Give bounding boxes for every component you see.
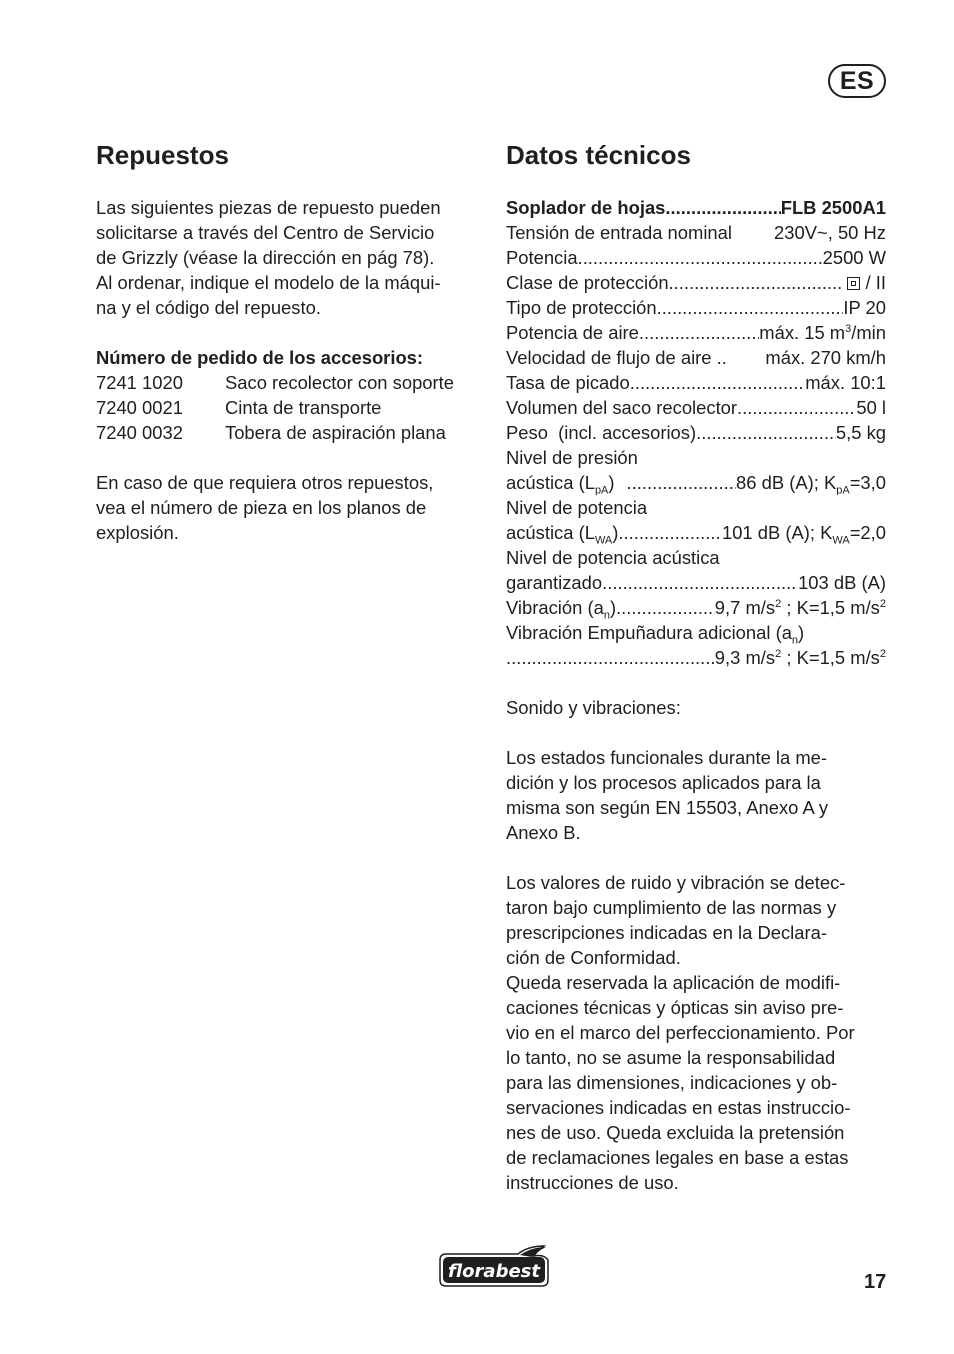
- spec-label: Tensión de entrada nominal: [506, 222, 732, 243]
- outro-line: explosión.: [96, 522, 179, 543]
- spec-label: Potencia de aire: [506, 322, 639, 343]
- accessory-code: 7240 0032: [96, 422, 183, 443]
- datos-tecnicos-title: Datos técnicos: [506, 140, 691, 170]
- leader-dots: [578, 245, 823, 270]
- spec-model: [506, 195, 886, 220]
- spec-protection-class: [506, 270, 886, 295]
- leader-dots: [627, 470, 737, 495]
- para2-line: Queda reservada la aplicación de modifi-: [506, 972, 841, 993]
- leader-dots: [665, 195, 780, 220]
- spec-label: acústica $(L_{WA})$: [506, 522, 619, 545]
- language-badge: ES: [828, 64, 886, 98]
- spl-label: Nivel de presión: [506, 447, 638, 468]
- intro-line: na y el código del repuesto.: [96, 297, 321, 318]
- leader-dots: [657, 295, 844, 320]
- para2-line: ción de Conformidad.: [506, 947, 681, 968]
- accessory-name: Saco recolector con soporte: [225, 372, 454, 393]
- spec-label: Soplador de hojas: [506, 197, 666, 218]
- para2-line: de reclamaciones legales en base a estas: [506, 1147, 849, 1168]
- intro-line: Al ordenar, indique el modelo de la máqui-: [96, 272, 441, 293]
- leader-dots: [618, 520, 722, 545]
- spec-label: Peso (incl. accesorios): [506, 422, 697, 443]
- spec-label: Potencia: [506, 247, 578, 268]
- para2-line: Los valores de ruido y vibración se detec-: [506, 872, 846, 893]
- para2-line: instrucciones de uso.: [506, 1172, 679, 1193]
- accessory-name: Cinta de transporte: [225, 397, 382, 418]
- spec-value: / II: [843, 270, 886, 295]
- para1-line: Los estados funcionales durante la me-: [506, 747, 828, 768]
- repuestos-title: Repuestos: [96, 140, 229, 170]
- page-number: 17: [864, 1271, 887, 1293]
- accessory-name: Tobera de aspiración plana: [225, 422, 446, 443]
- leader-dots: [602, 570, 798, 595]
- spec-value: 101 dB (A); $K_{WA}=2,0$: [721, 522, 886, 545]
- intro-line: de Grizzly (véase la dirección en pág 78).: [96, 247, 435, 268]
- spec-value: máx. 15 $m^3/\min$: [759, 322, 886, 343]
- para1-line: misma son según EN 15503, Anexo A y: [506, 797, 829, 818]
- para2-line: servaciones indicadas en estas instruccio-: [506, 1097, 851, 1118]
- datos-tecnicos-section: [506, 195, 886, 1195]
- spec-bag-volume: [506, 395, 886, 420]
- spec-label: Vibración $(a_n)$: [506, 597, 617, 620]
- para2-line: taron bajo cumplimiento de las normas y: [506, 897, 837, 918]
- leader-dots: [669, 270, 843, 295]
- protection-class-ii-icon: [847, 277, 860, 290]
- accessory-row: [96, 370, 486, 395]
- spec-value: 2500 W: [822, 247, 886, 268]
- spec-label: Tasa de picado: [506, 372, 630, 393]
- leader-dots: [506, 645, 715, 670]
- accessories-heading: Número de pedido de los accesorios:: [96, 347, 424, 368]
- para2-line: lo tanto, no se asume la responsabilidad: [506, 1047, 836, 1068]
- svg-text:florabest: florabest: [448, 1261, 540, 1282]
- spec-value: máx. 10:1: [805, 372, 886, 393]
- para2-line: vio en el marco del perfeccionamiento. Por: [506, 1022, 855, 1043]
- accessory-code: 7240 0021: [96, 397, 183, 418]
- spec-weight: [506, 420, 886, 445]
- spec-value: 9,3 $m/s^2$ ; K=1,5 $m/s^2$: [714, 647, 886, 668]
- intro-line: solicitarse a través del Centro de Servicio: [96, 222, 435, 243]
- spec-sound-power: [506, 520, 886, 545]
- spec-value: 5,5 kg: [835, 422, 886, 443]
- para2-line: para las dimensiones, indicaciones y ob-: [506, 1072, 838, 1093]
- spec-label: Volumen del saco recolector: [506, 397, 738, 418]
- spec-value: 230V~, 50 Hz: [774, 222, 886, 243]
- leader-dots: [630, 370, 806, 395]
- para2-line: caciones técnicas y ópticas sin aviso pre-: [506, 997, 844, 1018]
- spec-air-power: [506, 320, 886, 345]
- spec-value: 103 dB (A): [798, 572, 886, 593]
- para2-line: nes de uso. Queda excluida la pretensión: [506, 1122, 845, 1143]
- spec-vibration-handle: [506, 645, 886, 670]
- spec-label: Velocidad de flujo de aire ..: [506, 347, 727, 368]
- leader-dots: [737, 395, 856, 420]
- accessory-row: [96, 420, 486, 445]
- spec-vibration: [506, 595, 886, 620]
- leader-dots: [696, 420, 836, 445]
- vib-handle-label: Vibración Empuñadura adicional $(a_n)$: [506, 622, 805, 647]
- spec-sound-pressure: [506, 470, 886, 495]
- spec-value: 86 dB (A); $K_{pA}=3,0$: [736, 472, 886, 495]
- spec-voltage: [506, 220, 886, 245]
- spec-label: Clase de protección: [506, 272, 669, 293]
- spec-guaranteed-sound-power: [506, 570, 886, 595]
- swl-label: Nivel de potencia: [506, 497, 648, 518]
- florabest-logo: [436, 1244, 552, 1290]
- outro-line: En caso de que requiera otros repuestos,: [96, 472, 434, 493]
- leader-dots: [616, 595, 715, 620]
- repuestos-section: [96, 195, 486, 545]
- spec-value: 9,7 $m/s^2$ ; K=1,5 $m/s^2$: [714, 597, 886, 618]
- outro-line: vea el número de pieza en los planos de: [96, 497, 427, 518]
- spec-label: Tipo de protección: [506, 297, 657, 318]
- gswl-label: Nivel de potencia acústica: [506, 547, 720, 568]
- spec-label: acústica $(L_{pA})$: [506, 472, 615, 495]
- spec-value: 50 l: [856, 397, 886, 418]
- spec-value: máx. 270 km/h: [765, 347, 886, 368]
- intro-line: Las siguientes piezas de repuesto pueden: [96, 197, 441, 218]
- accessory-row: [96, 395, 486, 420]
- para2-line: prescripciones indicadas en la Declara-: [506, 922, 827, 943]
- leader-dots: [639, 320, 759, 345]
- spec-protection-type: [506, 295, 886, 320]
- accessory-code: 7241 1020: [96, 372, 183, 393]
- florabest-logo-graphic: [436, 1244, 552, 1290]
- spec-power: [506, 245, 886, 270]
- spec-label: garantizado: [506, 572, 603, 593]
- spec-air-speed: [506, 345, 886, 370]
- sound-vibration-heading: Sonido y vibraciones:: [506, 697, 681, 718]
- para1-line: dición y los procesos aplicados para la: [506, 772, 821, 793]
- spec-value: IP 20: [843, 297, 886, 318]
- spec-shred-rate: [506, 370, 886, 395]
- para1-line: Anexo B.: [506, 822, 581, 843]
- spec-value: FLB 2500A1: [780, 197, 886, 218]
